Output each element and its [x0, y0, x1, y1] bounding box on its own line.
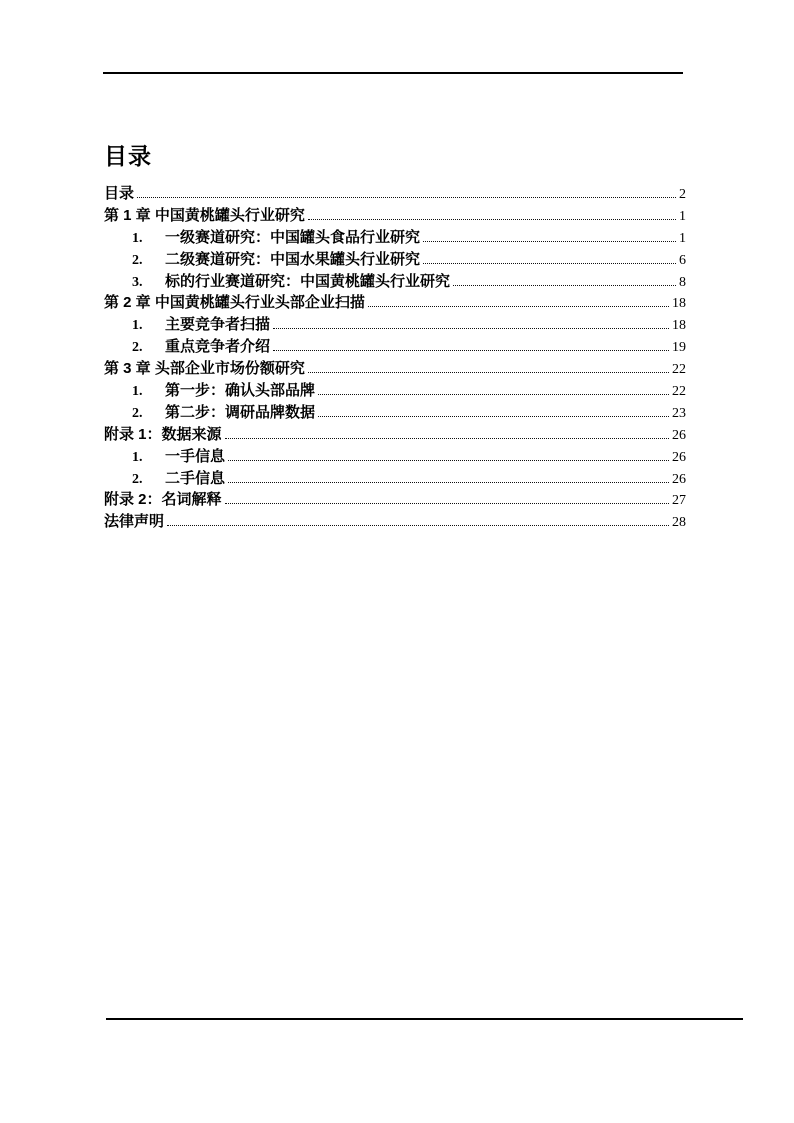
- toc-entry[interactable]: [104, 446, 686, 468]
- toc-entry[interactable]: [104, 271, 686, 293]
- toc-dot-leader: [225, 501, 669, 504]
- toc-dot-leader: [273, 348, 669, 351]
- toc-entry-number: 2.: [132, 340, 143, 356]
- toc-entry-label: 法律声明: [104, 513, 165, 531]
- toc-entry-number: 1.: [132, 449, 143, 465]
- toc-entry[interactable]: [104, 511, 686, 533]
- toc-entry-label: 附录 2：名词解释: [104, 491, 222, 509]
- header-rule: [103, 72, 683, 74]
- toc-entry-number: 3.: [132, 274, 143, 290]
- toc-entry-page: 22: [672, 384, 686, 400]
- toc-entry-page: 1: [679, 208, 686, 224]
- toc-entry[interactable]: [104, 249, 686, 271]
- toc-entry-page: 8: [679, 274, 686, 290]
- toc-entry-label: 重点竞争者介绍: [165, 338, 271, 356]
- toc-entry-number: 1.: [132, 318, 143, 334]
- toc-entry-label: 第 3 章 头部企业市场份额研究: [104, 360, 305, 378]
- toc-entry-label: 第 2 章 中国黄桃罐头行业头部企业扫描: [104, 294, 365, 312]
- toc-entry-page: 27: [672, 493, 686, 509]
- toc-entry-label: 主要竞争者扫描: [165, 316, 271, 334]
- toc-entry[interactable]: [104, 314, 686, 336]
- toc-dot-leader: [228, 458, 669, 461]
- toc-entry-number: 2.: [132, 252, 143, 268]
- toc-entry[interactable]: [104, 336, 686, 358]
- toc-entry-page: 28: [672, 515, 686, 531]
- toc-entry[interactable]: [104, 402, 686, 424]
- toc-entry[interactable]: [104, 205, 686, 227]
- toc-entry-number: 1.: [132, 230, 143, 246]
- toc-entry-number: 2.: [132, 405, 143, 421]
- toc-dot-leader: [273, 326, 669, 329]
- toc-entry-page: 1: [679, 230, 686, 246]
- toc-entry-label: 一手信息: [165, 447, 226, 465]
- toc-dot-leader: [308, 370, 669, 373]
- toc-entry-number: 2.: [132, 471, 143, 487]
- toc-entry-label: 第 1 章 中国黄桃罐头行业研究: [104, 206, 305, 224]
- toc-dot-leader: [167, 523, 669, 526]
- toc-entry-label: 一级赛道研究：中国罐头食品行业研究: [165, 228, 421, 246]
- toc-entry-page: 26: [672, 449, 686, 465]
- toc-entry[interactable]: [104, 380, 686, 402]
- toc-entry-page: 18: [672, 296, 686, 312]
- toc-entry[interactable]: [104, 489, 686, 511]
- toc-entry-page: 26: [672, 427, 686, 443]
- toc-entry-page: 19: [672, 340, 686, 356]
- toc-dot-leader: [368, 304, 669, 307]
- toc-entry[interactable]: [104, 292, 686, 314]
- toc-entry-page: 23: [672, 405, 686, 421]
- toc-entry-page: 26: [672, 471, 686, 487]
- toc-dot-leader: [318, 392, 669, 395]
- toc-entry-label: 第一步：确认头部品牌: [165, 382, 316, 400]
- toc-entry[interactable]: [104, 424, 686, 446]
- toc-dot-leader: [308, 217, 676, 220]
- toc-list: [104, 183, 686, 533]
- toc-entry-label: 二手信息: [165, 469, 226, 487]
- toc-entry-label: 目录: [104, 185, 135, 202]
- toc-dot-leader: [228, 480, 669, 483]
- toc-entry-label: 附录 1：数据来源: [104, 425, 222, 443]
- toc-entry-label: 二级赛道研究：中国水果罐头行业研究: [165, 250, 421, 268]
- page-title: 目录: [104, 143, 152, 169]
- toc-dot-leader: [318, 414, 669, 417]
- toc-dot-leader: [423, 239, 676, 242]
- toc-entry-label: 标的行业赛道研究：中国黄桃罐头行业研究: [165, 272, 451, 290]
- footer-rule: [106, 1018, 743, 1020]
- toc-entry[interactable]: [104, 183, 686, 205]
- toc-entry[interactable]: [104, 227, 686, 249]
- toc-entry-page: 6: [679, 252, 686, 268]
- toc-entry[interactable]: [104, 468, 686, 490]
- toc-dot-leader: [137, 195, 676, 198]
- toc-dot-leader: [225, 436, 669, 439]
- toc-dot-leader: [453, 283, 676, 286]
- toc-entry-page: 18: [672, 318, 686, 334]
- toc-entry-number: 1.: [132, 384, 143, 400]
- toc-entry[interactable]: [104, 358, 686, 380]
- toc-dot-leader: [423, 261, 676, 264]
- toc-entry-label: 第二步：调研品牌数据: [165, 403, 316, 421]
- toc-entry-page: 22: [672, 362, 686, 378]
- toc-entry-page: 2: [679, 187, 686, 202]
